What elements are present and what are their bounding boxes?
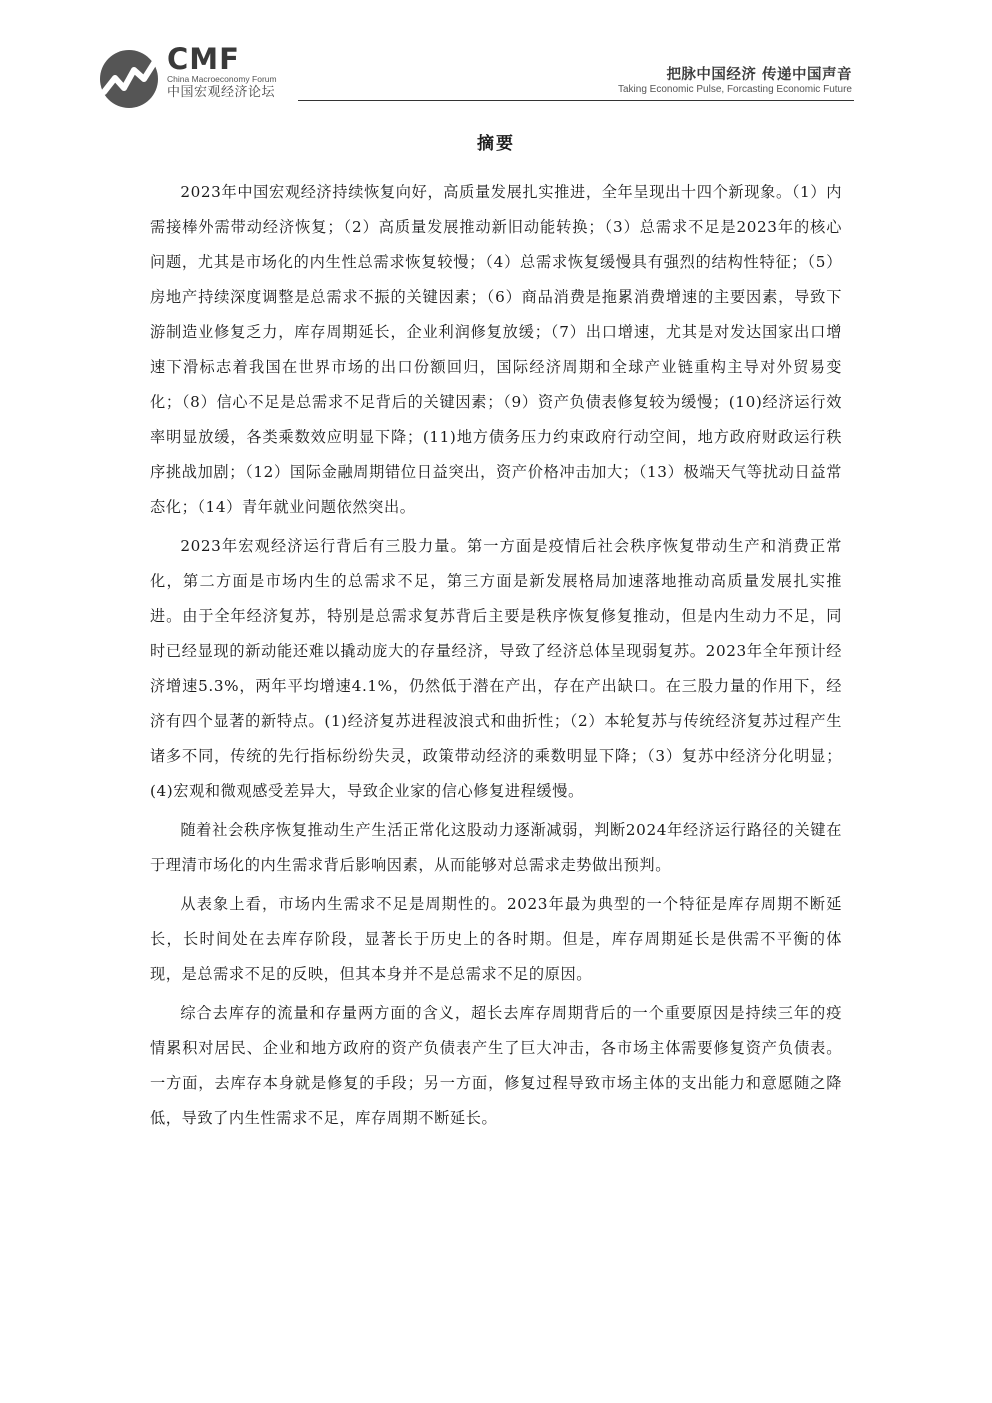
logo-chinese-name: 中国宏观经济论坛 [167,85,276,100]
logo-mark-icon [98,48,162,110]
paragraph: 综合去库存的流量和存量两方面的含义，超长去库存周期背后的一个重要原因是持续三年的疫情累积对居民、企业和地方政府的资产负债表产生了巨大冲击，各市场主体需要修复资产负债表。一方面，去库存本身就是修复的手段；另一方面，修复过程导致市场主体的支出能力和意愿随之降低，导致了内生性需求不足，库存周期不断延长。 [150,1004,842,1127]
abstract-title: 摘要 [477,134,515,154]
page-header [0,0,992,110]
slogan-english: Taking Economic Pulse, Forcasting Economic Future [618,84,852,95]
paragraph: 2023年中国宏观经济持续恢复向好，高质量发展扎实推进，全年呈现出十四个新现象。（1）内需接棒外需带动经济恢复；（2）高质量发展推动新旧动能转换；（3）总需求不足是2023年的核心问题，尤其是市场化的内生性总需求恢复较慢；（4）总需求恢复缓慢具有强烈的结构性特征；（5）房地产持续深度调整是总需求不振的关键因素；（6）商品消费是拖累消费增速的主要因素，导致下游制造业修复乏力，库存周期延长，企业利润修复放缓；（7）出口增速，尤其是对发达国家出口增速下滑标志着我国在世界市场的出口份额回归，国际经济周期和全球产业链重构主导对外贸易变化；（8）信心不足是总需求不足背后的关键因素；（9）资产负债表修复较为缓慢；(10)经济运行效率明显放缓，各类乘数效应明显下降；(11)地方债务压力约束政府行动空间，地方政府财政运行秩序挑战加剧；（12）国际金融周期错位日益突出，资产价格冲击加大；（13）极端天气等扰动日益常态化；（14）青年就业问题依然突出。 [150,183,842,516]
paragraph: 2023年宏观经济运行背后有三股力量。第一方面是疫情后社会秩序恢复带动生产和消费正常化，第二方面是市场内生的总需求不足，第三方面是新发展格局加速落地推动高质量发展扎实推进。由于全年经济复苏，特别是总需求复苏背后主要是秩序恢复修复推动，但是内生动力不足，同时已经显现的新动能还难以撬动庞大的存量经济，导致了经济总体呈现弱复苏。2023年全年预计经济增速5.3%，两年平均增速4.1%，仍然低于潜在产出，存在产出缺口。在三股力量的作用下，经济有四个显著的新特点。(1)经济复苏进程波浪式和曲折性；（2）本轮复苏与传统经济复苏过程产生诸多不同，传统的先行指标纷纷失灵，政策带动经济的乘数明显下降；（3）复苏中经济分化明显；(4)宏观和微观感受差异大，导致企业家的信心修复进程缓慢。 [150,537,842,800]
cmf-logo [98,44,298,110]
header-divider [298,100,854,101]
logo-cmf-text: CMF [167,42,240,76]
paragraph: 从表象上看，市场内生需求不足是周期性的。2023年最为典型的一个特征是库存周期不断延长，长时间处在去库存阶段，显著长于历史上的各时期。但是，库存周期延长是供需不平衡的体现，是总需求不足的反映，但其本身并不是总需求不足的原因。 [150,895,842,983]
logo-wordmark [167,44,277,101]
slogan-chinese: 把脉中国经济 传递中国声音 [666,67,852,83]
header-slogan [618,66,852,96]
paragraph: 随着社会秩序恢复推动生产生活正常化这股动力逐渐减弱，判断2024年经济运行路径的关键在于理清市场化的内生需求背后影响因素，从而能够对总需求走势做出预判。 [150,821,842,874]
logo-english-name: China Macroeconomy Forum [167,74,277,84]
abstract-body [150,175,842,1140]
